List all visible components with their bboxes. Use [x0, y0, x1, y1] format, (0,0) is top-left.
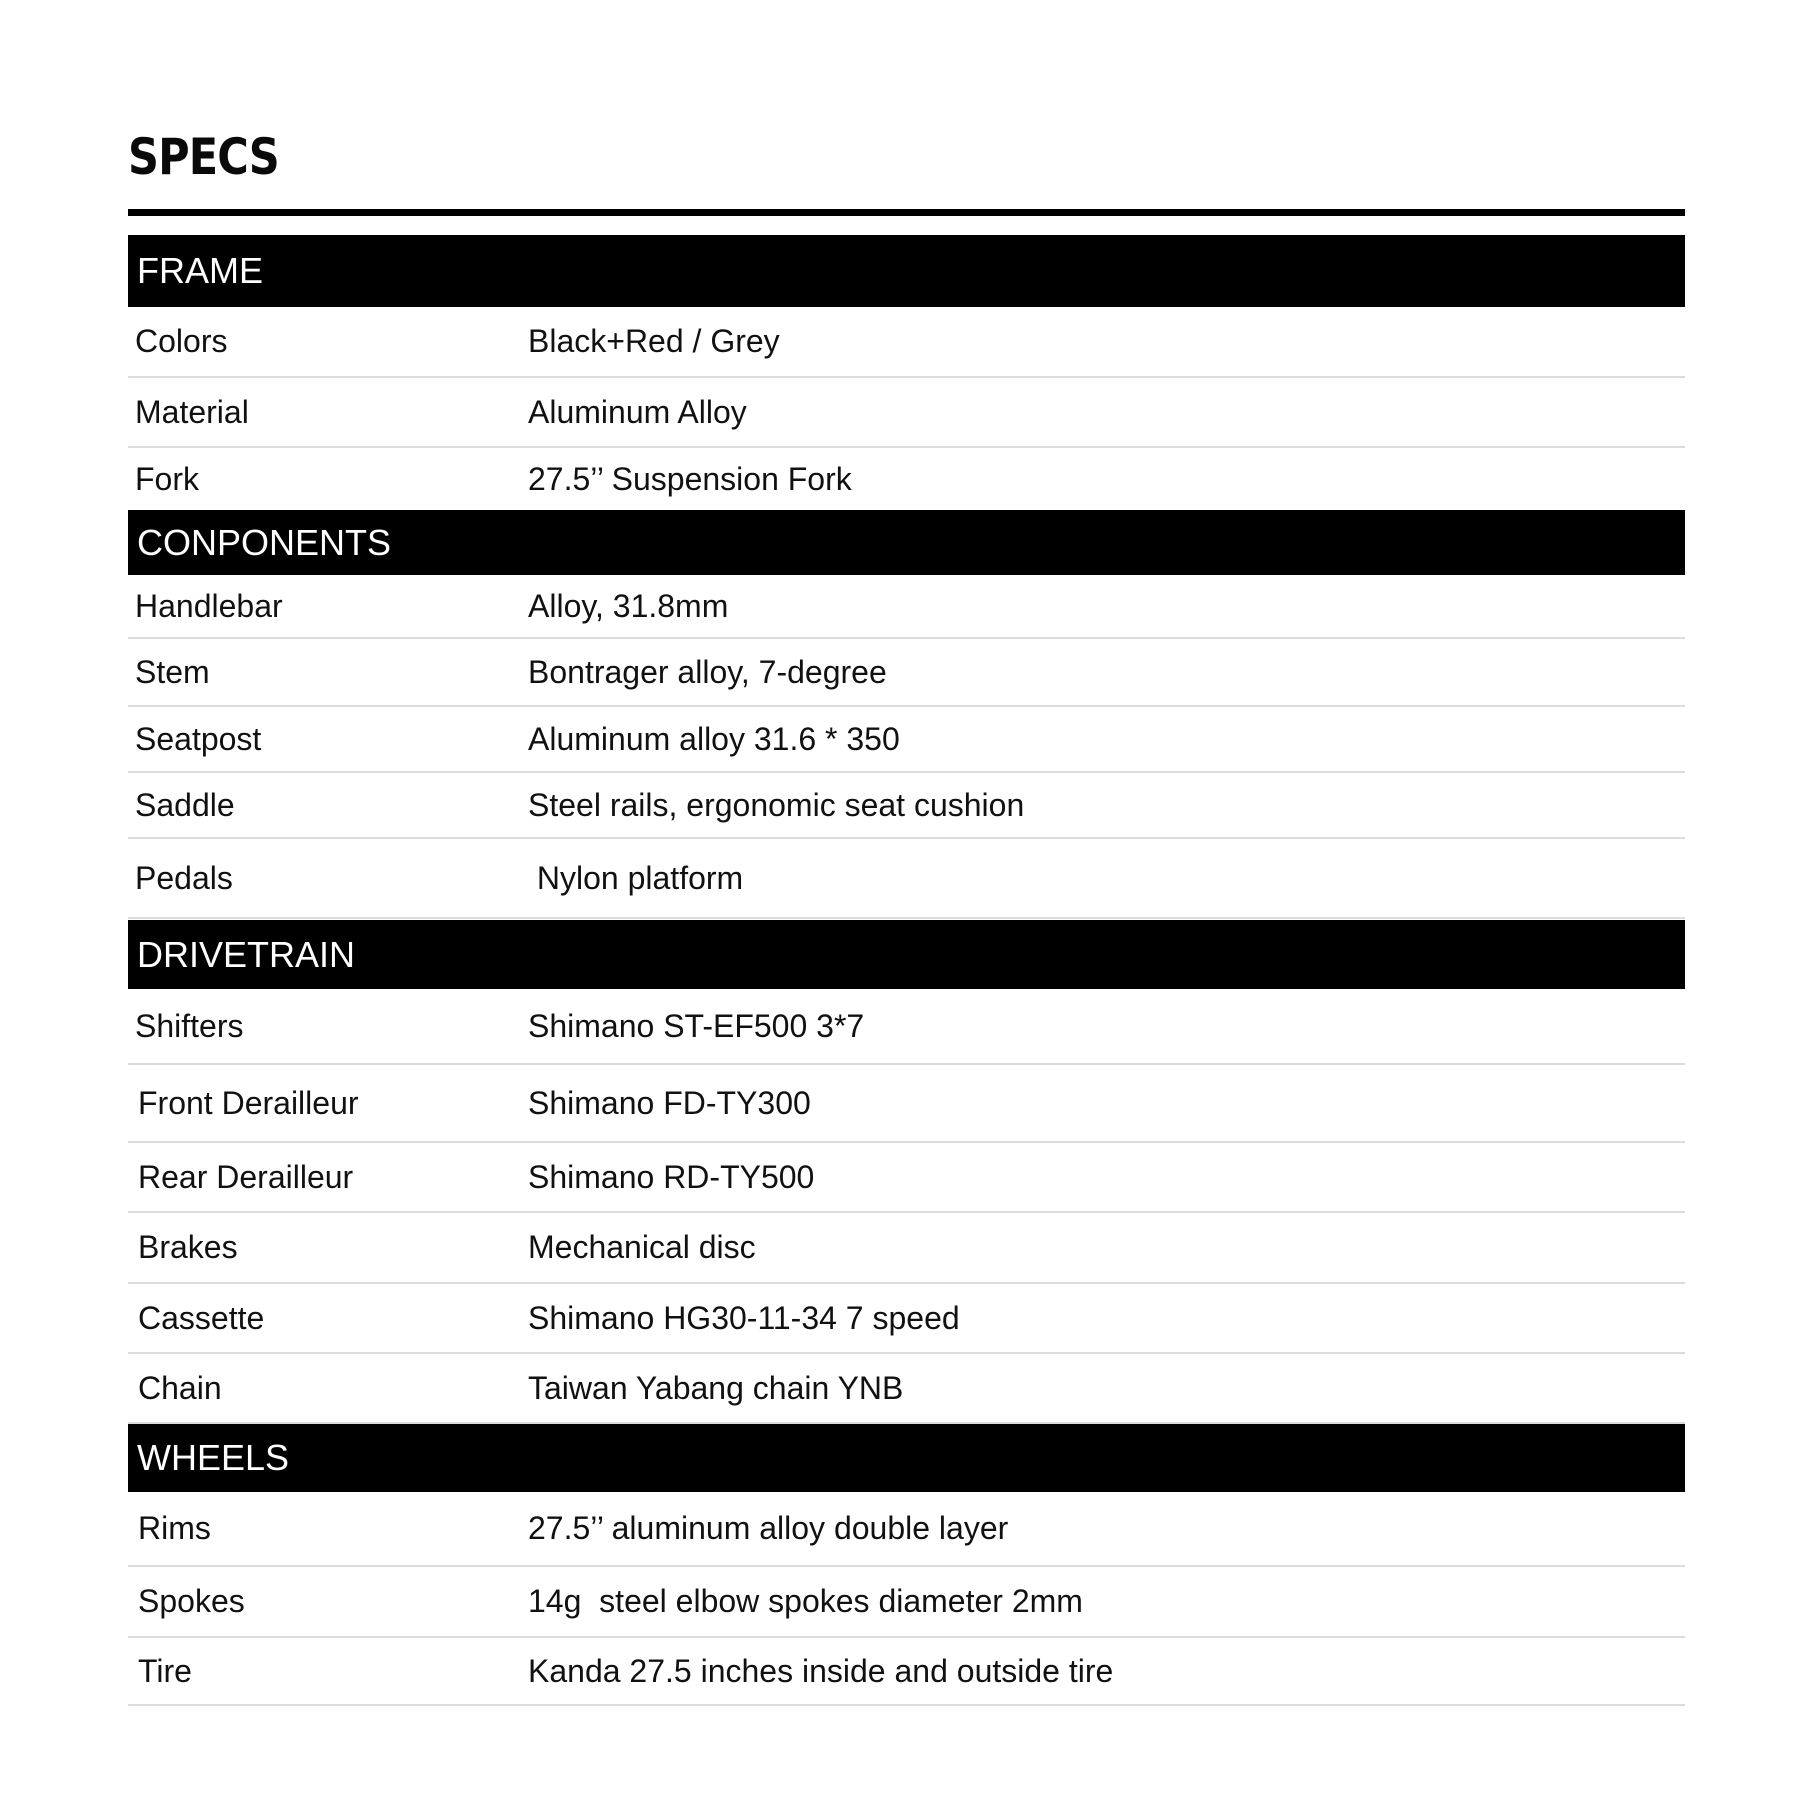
- spec-value: Shimano HG30-11-34 7 speed: [528, 1299, 960, 1336]
- spec-label: Shifters: [135, 1007, 244, 1044]
- spec-value: Steel rails, ergonomic seat cushion: [528, 786, 1025, 823]
- spec-label: Fork: [135, 460, 199, 497]
- spec-label: Stem: [135, 653, 210, 690]
- spec-label: Saddle: [135, 786, 235, 823]
- spec-value: Shimano FD-TY300: [528, 1084, 811, 1121]
- spec-row-spokes: [128, 1567, 1685, 1638]
- spec-row-rear-derailleur: [128, 1143, 1685, 1213]
- spec-label: Material: [135, 393, 249, 430]
- spec-value: 27.5’’ Suspension Fork: [528, 460, 852, 497]
- section-header-drivetrain: DRIVETRAIN: [128, 920, 1685, 989]
- spec-value: Kanda 27.5 inches inside and outside tire: [528, 1652, 1114, 1689]
- spec-row-colors: [128, 307, 1685, 378]
- spec-label: Tire: [138, 1652, 192, 1689]
- spec-value: Mechanical disc: [528, 1229, 756, 1265]
- spec-row-rims: [128, 1492, 1685, 1567]
- spec-row-saddle: [128, 773, 1685, 839]
- spec-row-tire: [128, 1638, 1685, 1706]
- spec-label: Rims: [138, 1510, 211, 1546]
- spec-row-material: [128, 378, 1685, 448]
- section-header-frame: FRAME: [128, 235, 1685, 307]
- spec-label: Seatpost: [135, 720, 262, 757]
- spec-value: Aluminum Alloy: [528, 393, 747, 430]
- spec-value: Black+Red / Grey: [528, 323, 780, 359]
- spec-label: Handlebar: [135, 587, 283, 624]
- spec-value: 14g steel elbow spokes diameter 2mm: [528, 1583, 1083, 1619]
- spec-label: Chain: [138, 1369, 222, 1406]
- spec-row-fork: [128, 448, 1685, 510]
- spec-label: Brakes: [138, 1229, 238, 1265]
- page-title: SPECS: [128, 128, 279, 186]
- spec-row-shifters: [128, 989, 1685, 1065]
- spec-label: Cassette: [138, 1299, 265, 1336]
- spec-label: Rear Derailleur: [138, 1158, 354, 1195]
- spec-label: Front Derailleur: [138, 1084, 359, 1121]
- spec-value: Taiwan Yabang chain YNB: [528, 1369, 904, 1406]
- spec-row-brakes: [128, 1213, 1685, 1284]
- spec-label: Spokes: [138, 1583, 245, 1619]
- spec-value: Shimano ST-EF500 3*7: [528, 1007, 865, 1044]
- section-header-components: CONPONENTS: [128, 510, 1685, 575]
- spec-row-seatpost: [128, 707, 1685, 773]
- spec-value: Nylon platform: [528, 859, 744, 896]
- spec-row-front-derailleur: [128, 1065, 1685, 1143]
- title-divider: [128, 209, 1685, 216]
- spec-row-pedals: [128, 839, 1685, 919]
- spec-value: 27.5’’ aluminum alloy double layer: [528, 1510, 1009, 1546]
- spec-row-cassette: [128, 1284, 1685, 1354]
- section-header-wheels: WHEELS: [128, 1424, 1685, 1492]
- spec-label: Pedals: [135, 859, 233, 896]
- spec-value: Bontrager alloy, 7-degree: [528, 653, 887, 690]
- spec-row-chain: [128, 1354, 1685, 1424]
- spec-value: Aluminum alloy 31.6 * 350: [528, 720, 900, 757]
- spec-row-handlebar: [128, 575, 1685, 639]
- spec-label: Colors: [135, 323, 228, 359]
- spec-value: Shimano RD-TY500: [528, 1158, 815, 1195]
- spec-value: Alloy, 31.8mm: [528, 587, 729, 624]
- spec-row-stem: [128, 639, 1685, 707]
